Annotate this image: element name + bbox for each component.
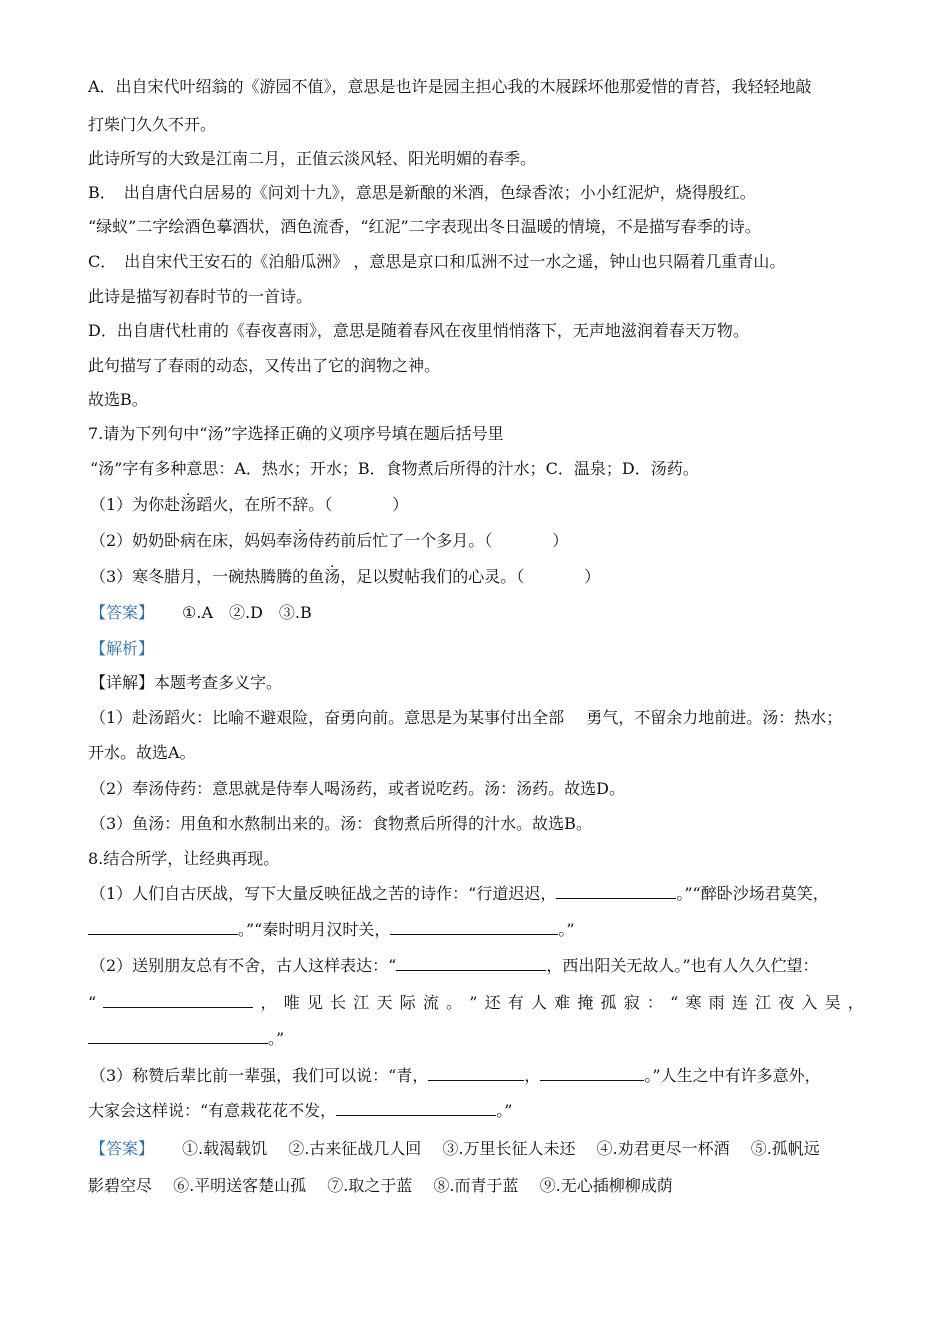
option-b-line-1: B． 出自唐代白居易的《问刘十九》，意思是新酿的米酒，色绿香浓；小小红泥炉，烧得殷红。 (88, 183, 756, 202)
q8-p2-glyph: 夜 (778, 993, 795, 1012)
q8-p2-glyph: 掩 (577, 993, 594, 1012)
q8-p2-glyph: ： (646, 993, 663, 1012)
q8-p2-glyph: 还 (484, 993, 501, 1012)
q7-s3-key: 汤 (324, 567, 341, 586)
q7-detail-tag: 【详解】 (90, 673, 155, 692)
q8-p2-glyph: 。 (446, 993, 463, 1012)
q7-analysis-label: 【解析】 (90, 639, 155, 658)
q7-title: 7.请为下列句中“汤”字选择正确的义项序号填在题后括号里 (88, 424, 504, 443)
q8-p2-text-a: （2）送别朋友总有不舍，古人这样表达：“ (90, 956, 397, 975)
q8-p3-text-e: 。” (496, 1101, 513, 1120)
option-c-line-2: 此诗是描写初春时节的一首诗。 (88, 287, 313, 306)
q8-p2-glyph: “ (88, 993, 97, 1012)
q8-p2-glyph: 入 (801, 993, 818, 1012)
q7-explain-2: （2）奉汤侍药：意思就是侍奉人喝汤药，或者说吃药。汤：汤药。故选D。 (90, 779, 626, 798)
q7-e1-part-b: 勇气，不留余力地前进。汤：热水； (586, 708, 843, 727)
q8-p2-glyph: 流 (422, 993, 439, 1012)
q6-choice: 故选B。 (88, 390, 148, 409)
q7-s2-pre: （2）奶奶卧病在床，妈妈奉 (90, 531, 293, 550)
q7-s1-pre: （1）为你赴 (90, 495, 181, 514)
fill-blank-3[interactable] (390, 919, 558, 935)
q7-answer-tag: 【答案】 (90, 603, 155, 622)
q8-p2-glyph: 天 (376, 993, 393, 1012)
option-b-line-2: “绿蚁”二字绘酒色摹酒状，酒色流香，“红泥”二字表现出冬日温暖的情境，不是描写春季的诗。 (88, 217, 761, 236)
q8-title: 8.结合所学，让经典再现。 (88, 849, 280, 868)
q8-p1-text-a: （1）人们自古厌战，写下大量反映征战之苦的诗作：“行道迟迟， (90, 884, 557, 903)
q8-part2-line-1 (90, 955, 819, 977)
option-c-line-1: C． 出自宋代王安石的《泊船瓜洲》 ，意思是京口和瓜洲不过一水之遥，钟山也只隔着几重青山。 (88, 252, 786, 271)
q7-s2-key: 汤 (292, 531, 309, 550)
q7-s1-end: ） (392, 495, 409, 514)
q8-p1-text-d: 。” (558, 920, 575, 939)
q7-s2-mid: 侍药前后忙了一个多月。（ (308, 531, 493, 550)
q7-detail (90, 672, 282, 694)
q7-s3-pre: （3）寒冬腊月，一碗热腾腾的鱼 (90, 567, 325, 586)
q8-p2-glyph: 孤 (600, 993, 617, 1012)
q8-part1-line-1 (90, 883, 829, 905)
q8-p1-text-b: 。”“醉卧沙场君莫笑， (676, 884, 829, 903)
q8-p3-text-a: （3）称赞后辈比前一辈强，我们可以说：“青， (90, 1066, 429, 1085)
q8-p2-glyph: 难 (554, 993, 571, 1012)
q8-p3-text-c: 。”人生之中有许多意外， (644, 1066, 821, 1085)
q7-s1-mid: 蹈火，在所不辞。（ (196, 495, 333, 514)
q7-answer (90, 602, 312, 624)
q8-p2-text-d: 。” (268, 1029, 285, 1048)
q7-analysis-tag (90, 638, 154, 660)
option-a-line-3: 此诗所写的大致是江南二月，正值云淡风轻、阳光明媚的春季。 (88, 149, 537, 168)
q8-p2-glyph: ， (260, 993, 277, 1012)
q8-p1-text-c: 。”“秦时明月汉时关， (238, 920, 391, 939)
q8-p2-text-b: ，西出阳关无故人。”也有人久久伫望： (546, 956, 819, 975)
q7-answer-text: ①.A ②.D ③.B (182, 603, 312, 622)
fill-blank-1[interactable] (556, 883, 676, 899)
q8-part2-line-2 (88, 992, 864, 1014)
q7-s2-end: ） (552, 531, 569, 550)
fill-blank-8[interactable] (540, 1065, 644, 1081)
q8-p2-glyph: 唯 (283, 993, 300, 1012)
q7-explain-1-cont: 开水。故选A。 (88, 743, 196, 762)
option-d-line-1: D．出自唐代杜甫的《春夜喜雨》，意思是随着春风在夜里悄悄落下，无声地滋润着春天万物。 (88, 321, 749, 340)
q8-part3-line-2 (88, 1100, 512, 1122)
q7-explain-1 (90, 707, 842, 729)
q8-p2-glyph: 寒 (685, 993, 702, 1012)
q8-answer-tag: 【答案】 (90, 1139, 155, 1158)
q8-answer-line-1 (90, 1138, 820, 1160)
q8-answer-line-2: 影碧空尽 ⑥.平明送客楚山孤 ⑦.取之于蓝 ⑧.而青于蓝 ⑨.无心插柳柳成荫 (88, 1176, 673, 1195)
q8-p2-glyph: 吴 (824, 993, 841, 1012)
q7-explain-3: （3）鱼汤：用鱼和水熬制出来的。汤：食物煮后所得的汁水。故选B。 (90, 814, 592, 833)
q8-p2-glyph: 江 (353, 993, 370, 1012)
q8-part1-line-2 (88, 919, 575, 941)
q8-p2-glyph: 江 (755, 993, 772, 1012)
q7-sentence-2 (90, 530, 568, 552)
fill-blank-5[interactable] (103, 992, 253, 1008)
q8-p2-glyph: 寂 (623, 993, 640, 1012)
option-d-line-2: 此句描写了春雨的动态，又传出了它的润物之神。 (88, 356, 441, 375)
q7-e1-part-a: （1）赴汤蹈火：比喻不避艰险，奋勇向前。意思是为某事付出全部 (90, 708, 565, 727)
q7-detail-text: 本题考查多义字。 (154, 673, 283, 692)
q7-s3-end: ） (584, 567, 601, 586)
option-a-line-1: A．出自宋代叶绍翁的《游园不值》，意思是也许是园主担心我的木屐踩坏他那爱惜的青苔，我轻轻地敲 (88, 77, 812, 96)
q8-part3-line-1 (90, 1065, 821, 1087)
q8-p2-glyph: 际 (399, 993, 416, 1012)
q7-s3-mid: ，足以熨帖我们的心灵。（ (340, 567, 525, 586)
option-a-line-2: 打柴门久久不开。 (88, 115, 217, 134)
q8-p3-text-b: ， (524, 1066, 541, 1085)
q8-p2-glyph: ， (847, 993, 864, 1012)
q8-p2-glyph: 长 (330, 993, 347, 1012)
q8-p2-glyph: ” (469, 993, 478, 1012)
q7-sentence-3 (90, 566, 600, 588)
fill-blank-6[interactable] (88, 1028, 268, 1044)
fill-blank-4[interactable] (396, 955, 546, 971)
fill-blank-2[interactable] (88, 919, 238, 935)
q8-p2-glyph: 有 (507, 993, 524, 1012)
q7-sentence-1 (90, 494, 408, 516)
q8-p2-glyph: 人 (530, 993, 547, 1012)
fill-blank-7[interactable] (428, 1065, 524, 1081)
fill-blank-9[interactable] (336, 1100, 496, 1116)
q8-p2-glyph: 雨 (708, 993, 725, 1012)
q8-answers-1: ①.载渴载饥 ②.古来征战几人回 ③.万里长征人未还 ④.劝君更尽一杯酒 ⑤.孤帆远 (182, 1139, 820, 1158)
q8-part2-line-3 (88, 1028, 284, 1050)
q8-p2-glyph: “ (670, 993, 679, 1012)
q8-p2-glyph: 见 (306, 993, 323, 1012)
q8-p2-glyph: 连 (731, 993, 748, 1012)
q8-p3-text-d: 大家会这样说：“有意栽花花不发， (88, 1101, 337, 1120)
q7-s1-key: 汤 (180, 495, 197, 514)
q7-meanings: “汤”字有多种意思：A．热水；开水；B．食物煮后所得的汁水；C．温泉；D．汤药。 (90, 459, 699, 478)
